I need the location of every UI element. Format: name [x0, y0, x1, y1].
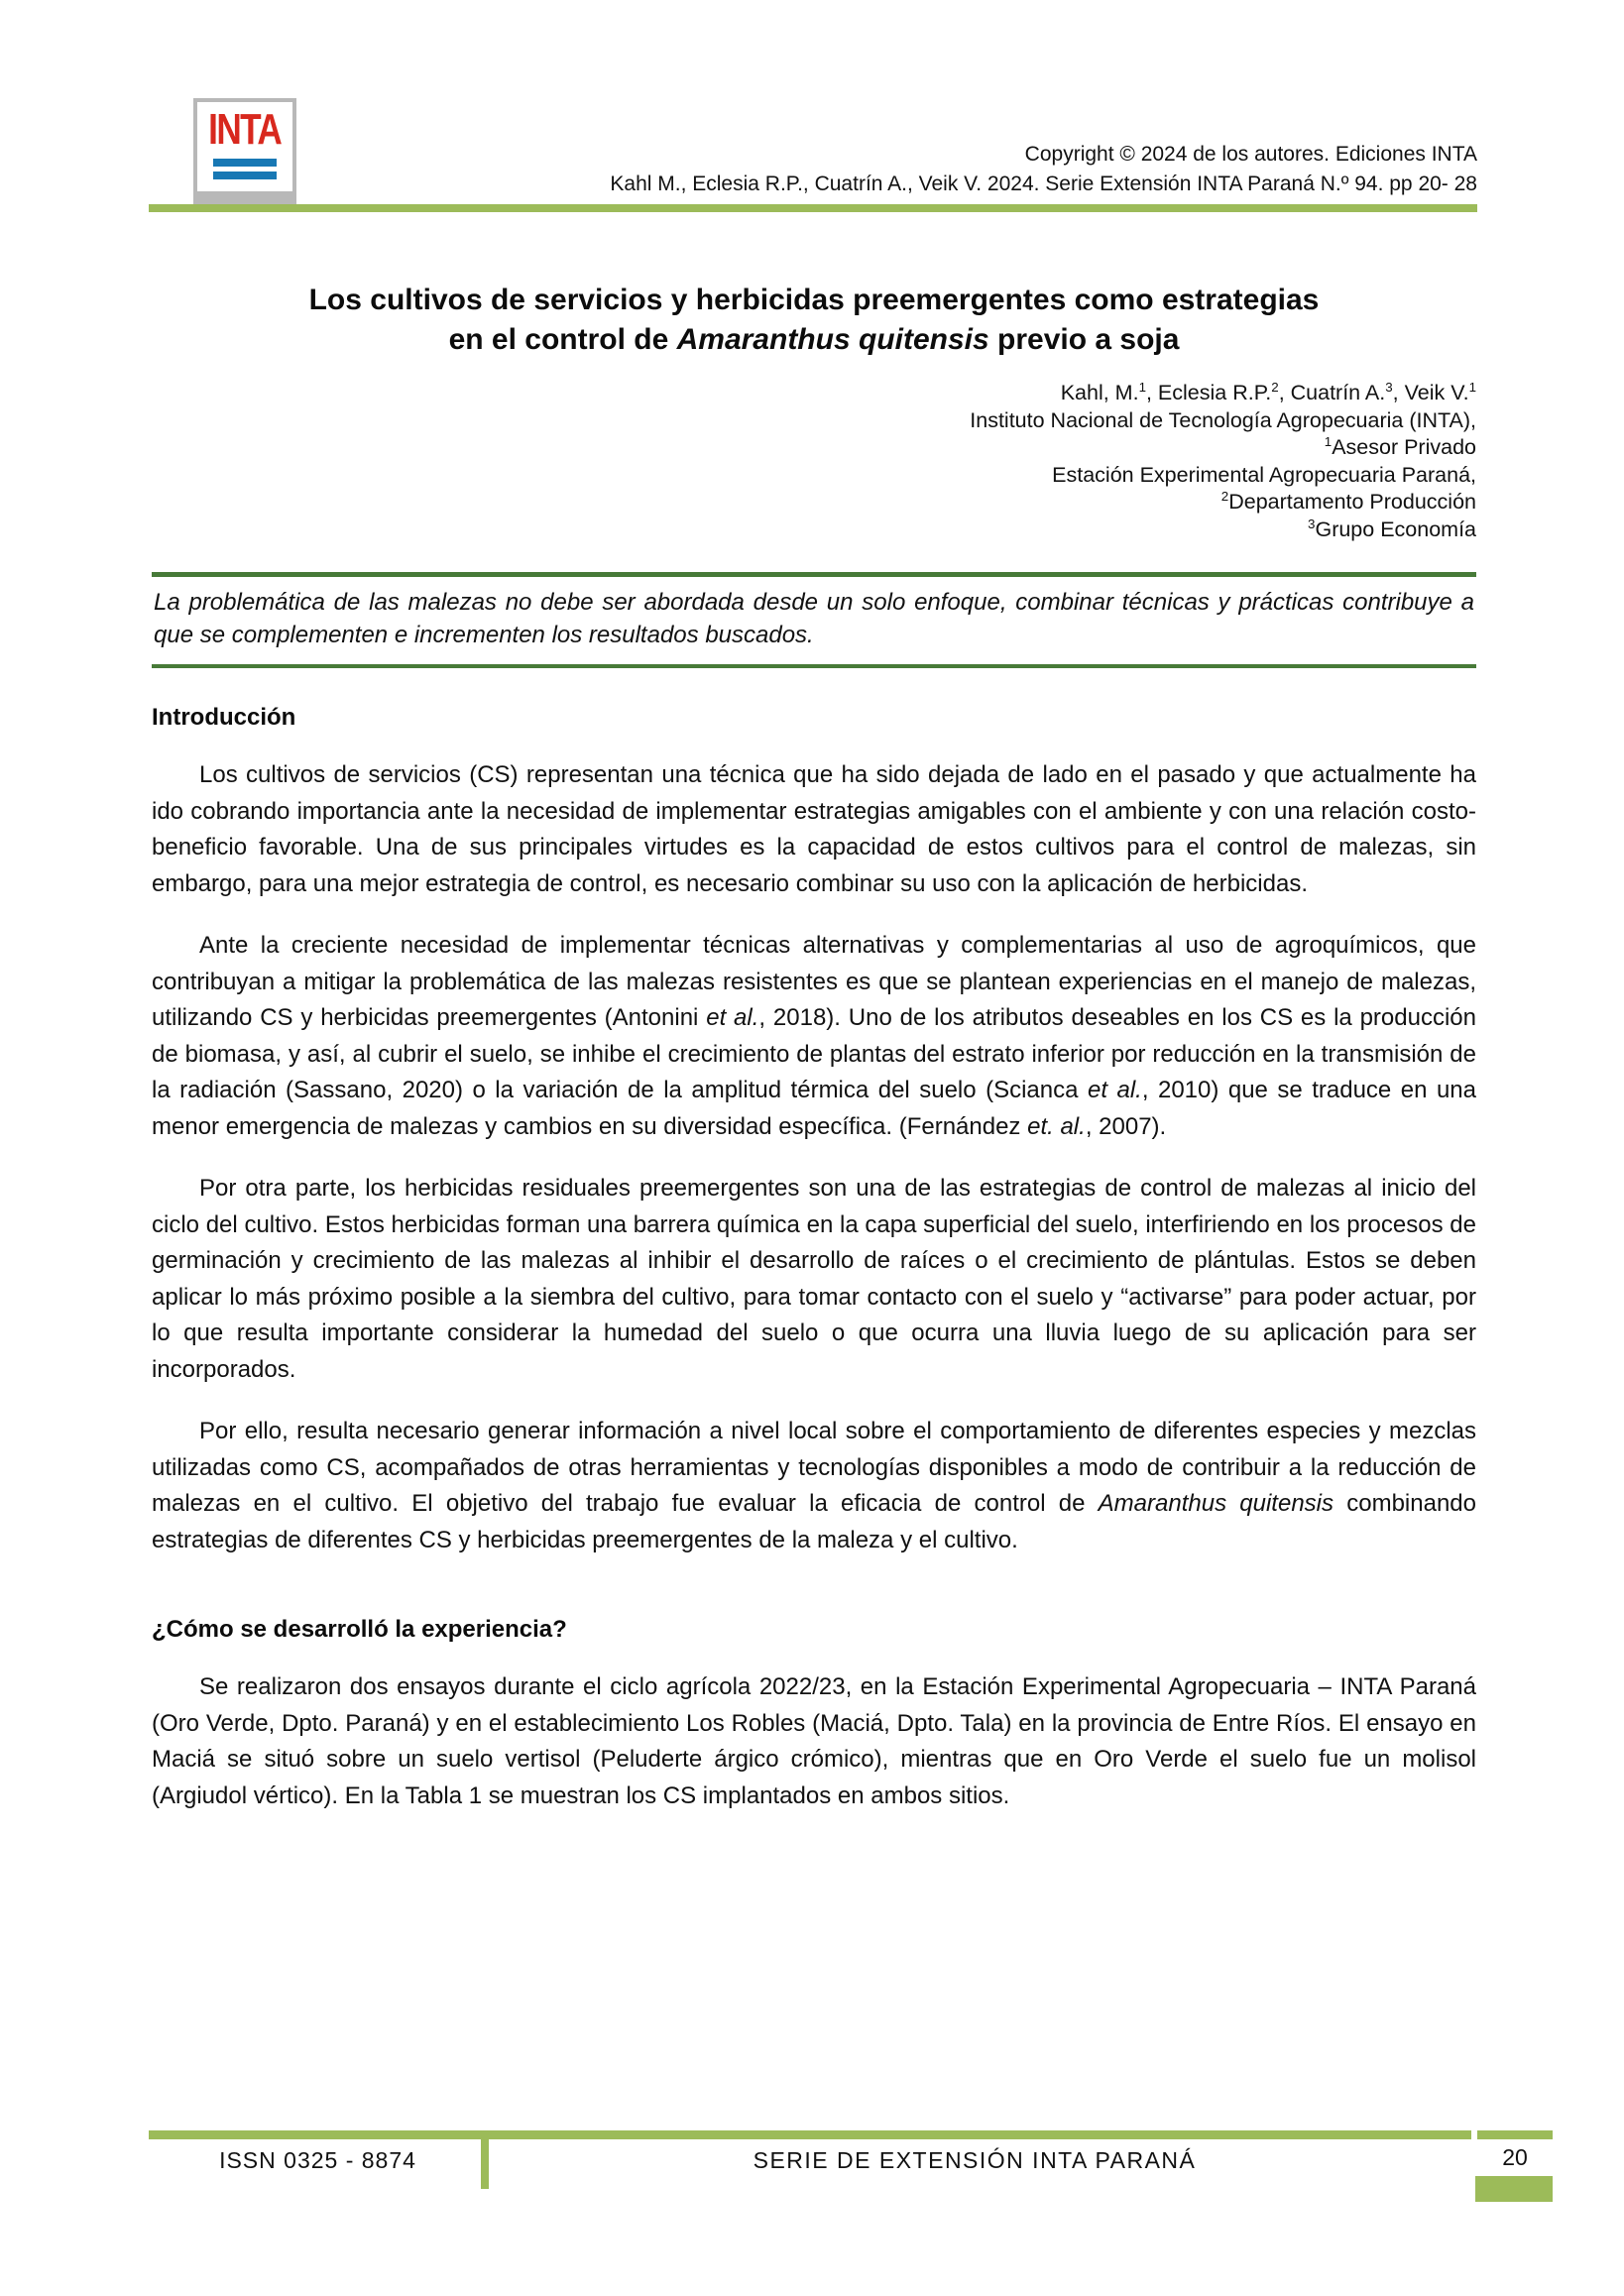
- copyright-line: Copyright © 2024 de los autores. Ediciones INTA: [1024, 143, 1477, 166]
- section-heading-introduccion: Introducción: [152, 704, 296, 731]
- article-body: [152, 0, 1476, 1814]
- footer-separator: [481, 2132, 489, 2189]
- section-heading-experiencia: ¿Cómo se desarrolló la experiencia?: [152, 1616, 567, 1643]
- page-number-rule-bottom: [1475, 2176, 1553, 2202]
- page-number-rule-top: [1477, 2130, 1553, 2139]
- title-line-2: en el control de Amaranthus quitensis previo a soja: [448, 323, 1180, 356]
- author-line: Kahl, M.$^1$, Eclesia R.P.$^2$, Cuatrín A.$^3$, Veik V.$^1$: [1060, 379, 1476, 404]
- series-label: SERIE DE EXTENSIÓN INTA PARANÁ: [753, 2147, 1197, 2173]
- paragraph: Por otra parte, los herbicidas residuales preemergentes son una de las estrategias de control de malezas al inicio del ciclo del cultivo. Estos herbicidas forman una barrera química en la capa superficial del suelo, interfiriendo en los procesos de germinación y crecimiento de las malezas al inhibir el desarrollo de raíces o el crecimiento de plántulas. Estos se deben aplicar lo más próximo posible a la siembra del cultivo, para tomar contacto con el suelo y “activarse” para poder actuar, por lo que resulta importante considerar la humedad del suelo o que ocurra una lluvia luego de su aplicación para ser incorporados.: [152, 1175, 1476, 1383]
- paragraph: Se realizaron dos ensayos durante el ciclo agrícola 2022/23, en la Estación Experimental Agropecuaria – INTA Paraná (Oro Verde, Dpto. Paraná) y en el establecimiento Los Robles (Maciá, Dpto. Tala) en la provincia de Entre Ríos. El ensayo en Maciá se situó sobre un suelo vertisol (Peluderte árgico crómico), mientras que en Oro Verde el suelo fue un molisol (Argiudol vértico). En la Tabla 1 se muestran los CS implantados en ambos sitios.: [152, 1673, 1476, 1809]
- citation-line: Kahl M., Eclesia R.P., Cuatrín A., Veik V. 2024. Serie Extensión INTA Paraná N.º 94. pp 20- 28: [610, 172, 1477, 195]
- title-line-1: Los cultivos de servicios y herbicidas preemergentes como estrategias: [308, 284, 1320, 316]
- footer-rule: [149, 2130, 1471, 2139]
- paragraph: Ante la creciente necesidad de implementar técnicas alternativas y complementarias al uso de agroquímicos, que contribuyan a mitigar la problemática de las malezas resistentes es que se plantean experiencias en el manejo de malezas, utilizando CS y herbicidas preemergentes (Antonini et al., 2018). Uno de los atributos deseables en los CS es la producción de biomasa, y así, al cubrir el suelo, se inhibe el crecimiento de plantas del estrato inferior por reducción en la transmisión de la radiación (Sassano, 2020) o la variación de la amplitud térmica del suelo (Scianca et al., 2010) que se traduce en una menor emergencia de malezas y cambios en su diversidad específica. (Fernández et. al., 2007).: [152, 932, 1476, 1140]
- page-number: 20: [1502, 2144, 1528, 2170]
- highlight-quote: La problemática de las malezas no debe ser abordada desde un solo enfoque, combinar técnicas y prácticas contribuye a que se complementen e incrementen los resultados buscados.: [152, 572, 1476, 668]
- paragraph: Por ello, resulta necesario generar información a nivel local sobre el comportamiento de diferentes especies y mezclas utilizadas como CS, acompañados de otras herramientas y tecnologías disponibles a modo de contribuir a la reducción de malezas en el cultivo. El objetivo del trabajo fue evaluar la eficacia de control de Amaranthus quitensis combinando estrategias de diferentes CS y herbicidas preemergentes de la maleza y el cultivo.: [152, 1418, 1476, 1553]
- paragraph: Los cultivos de servicios (CS) representan una técnica que ha sido dejada de lado en el pasado y que actualmente ha ido cobrando importancia ante la necesidad de implementar estrategias amigables con el ambiente y con una relación costo-beneficio favorable. Una de sus principales virtudes es la capacidad de estos cultivos para el control de malezas, sin embargo, para una mejor estrategia de control, es necesario combinar su uso con la aplicación de herbicidas.: [152, 761, 1476, 897]
- issn-label: ISSN 0325 - 8874: [219, 2147, 416, 2173]
- authors-block: [152, 380, 1476, 543]
- affiliation-line: $^1$Asesor Privado: [1324, 433, 1476, 459]
- affiliation-line: Instituto Nacional de Tecnología Agropecuaria (INTA),: [970, 407, 1476, 432]
- affiliation-line: $^3$Grupo Economía: [1308, 516, 1476, 541]
- affiliation-line: Estación Experimental Agropecuaria Paraná,: [1052, 462, 1476, 487]
- affiliation-line: $^2$Departamento Producción: [1220, 488, 1476, 514]
- page-title: [152, 281, 1476, 360]
- inta-logo-text: INTA: [208, 105, 282, 154]
